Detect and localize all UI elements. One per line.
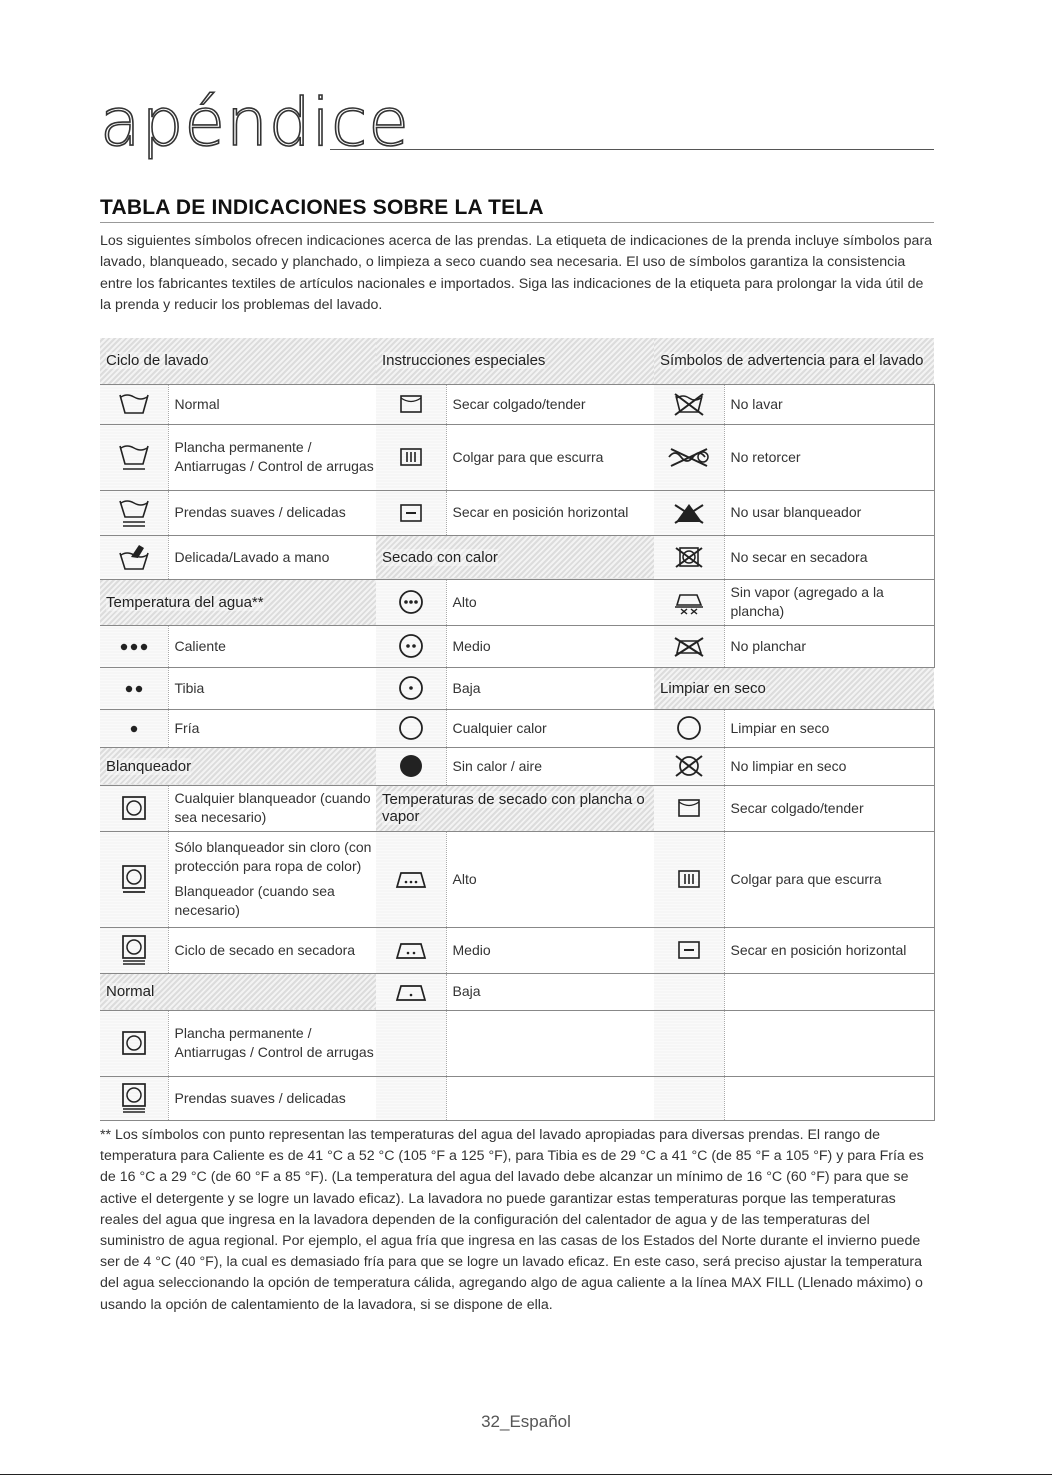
wash-normal-icon bbox=[100, 384, 168, 424]
label-no-heat: Sin calor / aire bbox=[446, 747, 654, 785]
label-any-heat: Cualquier calor bbox=[446, 709, 654, 747]
temp-warm-icon bbox=[100, 667, 168, 709]
label-non-chlorine-bleach bbox=[168, 831, 376, 927]
label-iron-low: Baja bbox=[446, 973, 654, 1010]
no-steam-icon bbox=[654, 579, 724, 625]
header-water-temp: Temperatura del agua** bbox=[100, 579, 376, 625]
dry-clean-icon bbox=[654, 709, 724, 747]
no-tumble-dry-icon bbox=[654, 535, 724, 579]
empty-label-cell bbox=[446, 1010, 654, 1076]
label-tumble-dry: Ciclo de secado en secadora bbox=[168, 927, 376, 973]
empty-label-cell bbox=[724, 1010, 934, 1076]
label-dry-clean: Limpiar en seco bbox=[724, 709, 934, 747]
chapter-title: apéndice bbox=[100, 84, 410, 161]
label-any-bleach: Cualquier blanqueador (cuando sea necesario) bbox=[168, 785, 376, 831]
header-dry-clean: Limpiar en seco bbox=[654, 667, 934, 709]
label-non-chlorine-b: Blanqueador (cuando sea necesario) bbox=[174, 883, 335, 918]
label-cold: Fría bbox=[168, 709, 376, 747]
empty-label-cell bbox=[446, 1076, 654, 1120]
label-perm-press-2: Plancha permanente / Antiarrugas / Control de arrugas bbox=[168, 1010, 376, 1076]
drip-dry-icon-2 bbox=[654, 831, 724, 927]
label-dry-low: Baja bbox=[446, 667, 654, 709]
empty-symbol-cell bbox=[376, 1010, 446, 1076]
label-non-chlorine-a: Sólo blanqueador sin cloro (con protección para ropa de color) bbox=[174, 839, 372, 874]
label-no-dry-clean: No limpiar en seco bbox=[724, 747, 934, 785]
dry-flat-icon bbox=[376, 490, 446, 535]
label-iron-medium: Medio bbox=[446, 927, 654, 973]
label-warm: Tibia bbox=[168, 667, 376, 709]
fabric-care-table bbox=[100, 338, 935, 1121]
label-perm-press: Plancha permanente / Antiarrugas / Control de arrugas bbox=[168, 424, 376, 490]
dry-medium-icon bbox=[376, 625, 446, 667]
iron-medium-icon bbox=[376, 927, 446, 973]
no-dry-clean-icon bbox=[654, 747, 724, 785]
drip-dry-icon bbox=[376, 424, 446, 490]
page-number: 32_Español bbox=[481, 1412, 571, 1431]
dry-flat-icon-2 bbox=[654, 927, 724, 973]
dry-any-heat-icon bbox=[376, 709, 446, 747]
label-line-dry: Secar colgado/tender bbox=[446, 384, 654, 424]
label-no-wash: No lavar bbox=[724, 384, 934, 424]
iron-low-icon bbox=[376, 973, 446, 1010]
hand-wash-icon bbox=[100, 535, 168, 579]
label-dry-flat: Secar en posición horizontal bbox=[446, 490, 654, 535]
tumble-perm-press-icon bbox=[100, 1010, 168, 1076]
label-hand-wash: Delicada/Lavado a mano bbox=[168, 535, 376, 579]
label-drip-dry-2: Colgar para que escurra bbox=[724, 831, 934, 927]
line-dry-icon bbox=[376, 384, 446, 424]
label-no-wring: No retorcer bbox=[724, 424, 934, 490]
empty-label-cell bbox=[724, 1076, 934, 1120]
dry-high-icon bbox=[376, 579, 446, 625]
header-bleach: Blanqueador bbox=[100, 747, 376, 785]
label-no-iron: No planchar bbox=[724, 625, 934, 667]
label-dry-medium: Medio bbox=[446, 625, 654, 667]
empty-symbol-cell bbox=[376, 1076, 446, 1120]
label-iron-high: Alto bbox=[446, 831, 654, 927]
no-bleach-icon bbox=[654, 490, 724, 535]
no-wash-icon bbox=[654, 384, 724, 424]
label-delicate: Prendas suaves / delicadas bbox=[168, 490, 376, 535]
header-warning-symbols: Símbolos de advertencia para el lavado bbox=[654, 338, 934, 384]
non-chlorine-bleach-icon bbox=[100, 831, 168, 927]
label-normal: Normal bbox=[168, 384, 376, 424]
label-dry-flat-2: Secar en posición horizontal bbox=[724, 927, 934, 973]
label-dry-high: Alto bbox=[446, 579, 654, 625]
header-iron-temp: Temperaturas de secado con plancha o vapor bbox=[376, 785, 654, 831]
label-no-tumble-dry: No secar en secadora bbox=[724, 535, 934, 579]
dry-low-icon bbox=[376, 667, 446, 709]
tumble-dry-icon bbox=[100, 927, 168, 973]
label-no-bleach: No usar blanqueador bbox=[724, 490, 934, 535]
dry-no-heat-icon bbox=[376, 747, 446, 785]
no-wring-icon bbox=[654, 424, 724, 490]
iron-high-icon bbox=[376, 831, 446, 927]
label-delicate-2: Prendas suaves / delicadas bbox=[168, 1076, 376, 1120]
label-drip-dry: Colgar para que escurra bbox=[446, 424, 654, 490]
header-wash-cycle: Ciclo de lavado bbox=[100, 338, 376, 384]
temp-hot-icon bbox=[100, 625, 168, 667]
section-rule bbox=[100, 222, 934, 223]
empty-label-cell bbox=[724, 973, 934, 1010]
intro-paragraph: Los siguientes símbolos ofrecen indicaciones acerca de las prendas. La etiqueta de indicaciones de la prenda incluye símbolos para lavado, blanqueado, secado y planchado, o limpieza a seco cuando sea necesaria. El uso de símbolos garantiza la consistencia entre los fabricantes textiles de artículos nacionales e importados. Siga las indicaciones de la etiqueta para prolongar la vida útil de la prenda y reducir los problemas del lavado. bbox=[100, 233, 933, 314]
header-heat-dry: Secado con calor bbox=[376, 535, 654, 579]
footnote: ** Los símbolos con punto representan las temperaturas del agua del lavado apropiadas para diversas prendas. El rango de temperatura para Caliente es de 41 °C a 52 °C (105 °F a 125 °F), para Tibia es de 29 °C a 41 °C (de 85 °F a 105 °F) y para Fría es de 16 °C a 29 °C (de 60 °F a 85 °F). (La temperatura del agua del lavado debe alcanzar un mínimo de 16 °C (60 °F) para que se active el detergente y se logre un lavado eficaz). La lavadora no puede garantizar estas temperaturas porque las temperaturas reales del agua que ingresa en la lavadora dependen de la configuración del calentador de agua y de las temperaturas del suministro de agua regional. Por ejemplo, el agua fría que ingresa en las casas de los Estados del Norte durante el invierno puede ser de 4 °C (40 °F), la cual es demasiado fría para que se logre un lavado eficaz. En este caso, será preciso ajustar la temperatura del agua seleccionando la opción de temperatura cálida, agregando algo de agua caliente a la línea MAX FILL (Llenado máximo) o usando la opción de calentamiento de la lavadora, si se dispone de ella. bbox=[100, 1127, 924, 1313]
wash-perm-press-icon bbox=[100, 424, 168, 490]
label-no-steam: Sin vapor (agregado a la plancha) bbox=[724, 579, 934, 625]
bottom-rule bbox=[0, 1474, 1052, 1475]
header-normal: Normal bbox=[100, 973, 376, 1010]
label-line-dry-2: Secar colgado/tender bbox=[724, 785, 934, 831]
empty-symbol-cell bbox=[654, 1010, 724, 1076]
temp-cold-icon bbox=[100, 709, 168, 747]
empty-symbol-cell bbox=[654, 1076, 724, 1120]
wash-delicate-icon bbox=[100, 490, 168, 535]
section-title: TABLA DE INDICACIONES SOBRE LA TELA bbox=[100, 196, 544, 219]
no-iron-icon bbox=[654, 625, 724, 667]
label-hot: Caliente bbox=[168, 625, 376, 667]
tumble-delicate-icon bbox=[100, 1076, 168, 1120]
chapter-rule bbox=[330, 149, 934, 150]
any-bleach-icon bbox=[100, 785, 168, 831]
empty-symbol-cell bbox=[654, 973, 724, 1010]
header-special-instructions: Instrucciones especiales bbox=[376, 338, 654, 384]
line-dry-icon-2 bbox=[654, 785, 724, 831]
